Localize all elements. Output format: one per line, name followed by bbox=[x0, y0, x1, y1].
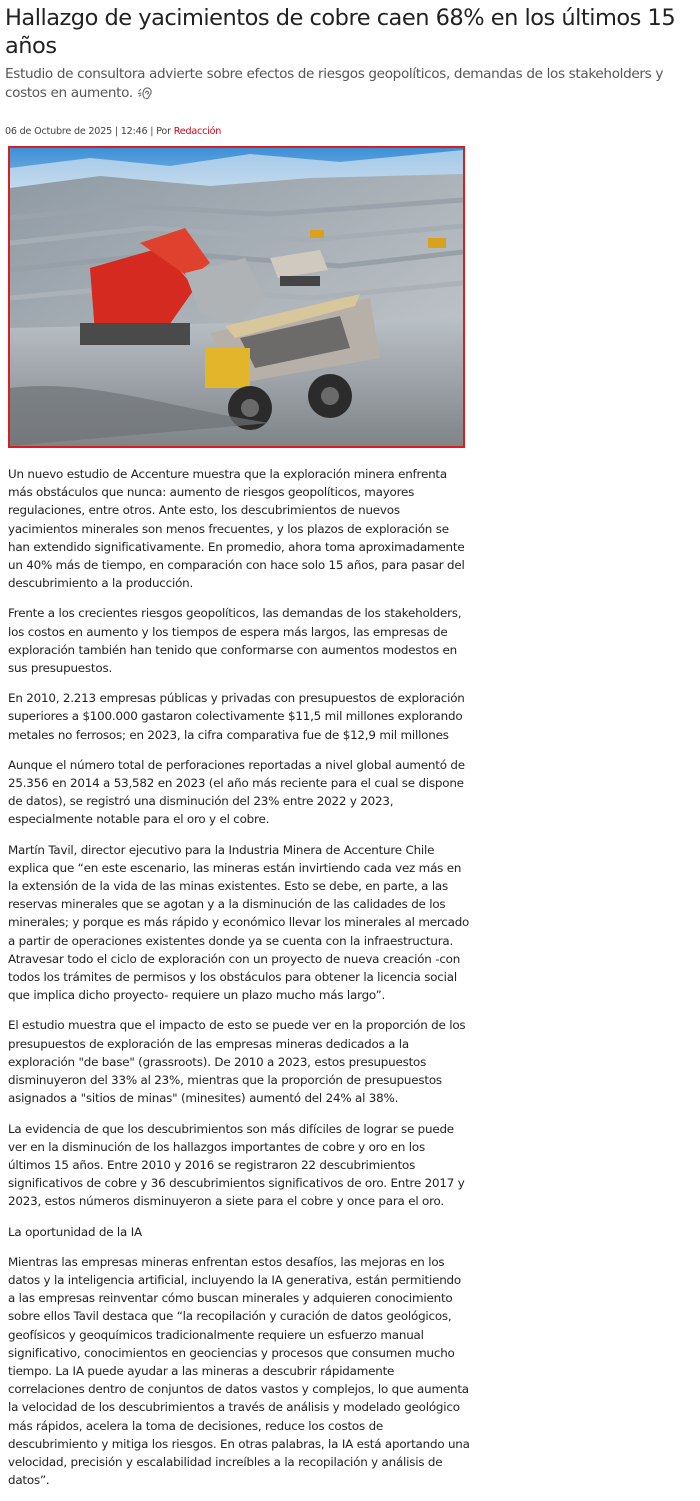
section-subheading: La oportunidad de la IA bbox=[8, 1224, 142, 1239]
article-paragraph: Martín Tavil, director ejecutivo para la Industria Minera de Accenture Chile explica que “en este escenario, las mineras están invirtiendo cada vez más en la extensión de la vida de las minas existentes. Esto se debe, en parte, a las reservas minerales que se agotan y a la disminución de las calidades de los minerales; y porque es más rápido y económico llevar los minerales al mercado a partir de operaciones existentes donde ya se cuenta con la infraestructura. Atravesar todo el ciclo de exploración con un proyecto de nueva creación -con todos los trámites de permisos y los obstáculos para obtener la licencia social que implica dicho proyecto- requiere un plazo mucho más largo”. bbox=[8, 842, 470, 1003]
article-paragraph: Aunque el número total de perforaciones reportadas a nivel global aumentó de 25.356 en 2014 a 53,582 en 2023 (el año más reciente para el cual se dispone de datos), se registró una disminución del 23% entre 2022 y 2023, especialmente notable para el oro y el cobre. bbox=[8, 757, 465, 827]
hero-image bbox=[8, 146, 465, 448]
article-subtitle bbox=[5, 65, 695, 103]
article-meta bbox=[5, 125, 221, 139]
article-paragraph: El estudio muestra que el impacto de esto se puede ver en la proporción de los presupuestos de exploración de las empresas mineras dedicados a la exploración "de base" (grassroots). De 2010 a 2023, estos presupuestos disminuyeron del 33% al 23%, mientras que la proporción de presupuestos asignados a "sitios de minas" (minesites) aumentó del 24% al 38%. bbox=[8, 1018, 466, 1106]
byline-prefix: Por bbox=[156, 126, 171, 137]
article-subtitle-text: Estudio de consultora advierte sobre efectos de riesgos geopolíticos, demandas de los stakeholders y costos en aumento. bbox=[5, 66, 664, 101]
meta-separator: | bbox=[114, 126, 118, 137]
audio-listen-icon[interactable] bbox=[137, 86, 155, 100]
article-paragraph: En 2010, 2.213 empresas públicas y privadas con presupuestos de exploración superiores a $100.000 gastaron colectivamente $11,5 mil millones explorando metales no ferrosos; en 2023, la cifra comparativa fue de $12,9 mil millones bbox=[8, 691, 465, 742]
article-paragraph: Mientras las empresas mineras enfrentan estos desafíos, las mejoras en los datos y la inteligencia artificial, incluyendo la IA generativa, están permitiendo a las empresas reinventar cómo buscan minerales y adquieren conocimiento sobre ellos Tavil destaca que “la recopilación y curación de datos geológicos, geofísicos y geoquímicos tradicionalmente requiere un esfuerzo manual significativo, conocimientos en geociencias y procesos que consumen mucho tiempo. La IA puede ayudar a las mineras a descubrir rápidamente correlaciones dentro de conjuntos de datos vastos y complejos, lo que aumenta la velocidad de los descubrimientos a través de análisis y modelado geológico más rápidos, acelera la toma de decisiones, reduce los costos de descubrimiento y mitiga los riesgos. En otras palabras, la IA está aportando una velocidad, precisión y escalabilidad increíbles a la recopilación y análisis de datos”. bbox=[8, 1254, 470, 1488]
article-paragraph: La evidencia de que los descubrimientos son más difíciles de lograr se puede ver en la disminución de los hallazgos importantes de cobre y oro en los últimos 15 años. Entre 2010 y 2016 se registraron 22 descubrimientos significativos de cobre y 36 descubrimientos significativos de oro. Entre 2017 y 2023, estos números disminuyeron a siete para el cobre y once para el oro. bbox=[8, 1121, 465, 1209]
article-paragraph: Frente a los crecientes riesgos geopolíticos, las demandas de los stakeholders, los costos en aumento y los tiempos de espera más largos, las empresas de exploración también han tenido que conformarse con aumentos modestos en sus presupuestos. bbox=[8, 606, 462, 676]
meta-separator: | bbox=[150, 126, 154, 137]
article-date: 06 de Octubre de 2025 bbox=[5, 126, 112, 137]
article-paragraph: Un nuevo estudio de Accenture muestra que la exploración minera enfrenta más obstáculos que nunca: aumento de riesgos geopolíticos, mayores regulaciones, entre otros. Ante esto, los descubrimientos de nuevos yacimientos minerales son menos frecuentes, y los plazos de exploración se han extendido significativamente. En promedio, ahora toma aproximadamente un 40% más de tiempo, en comparación con hace solo 15 años, para pasar del descubrimiento a la producción. bbox=[8, 467, 465, 591]
mine-photo-illustration bbox=[10, 148, 463, 446]
author-link[interactable]: Redacción bbox=[173, 126, 222, 137]
article-time: 12:46 bbox=[120, 126, 148, 137]
article-body bbox=[8, 465, 470, 1501]
article-headline: Hallazgo de yacimientos de cobre caen 68% en los últimos 15 años bbox=[5, 5, 676, 59]
